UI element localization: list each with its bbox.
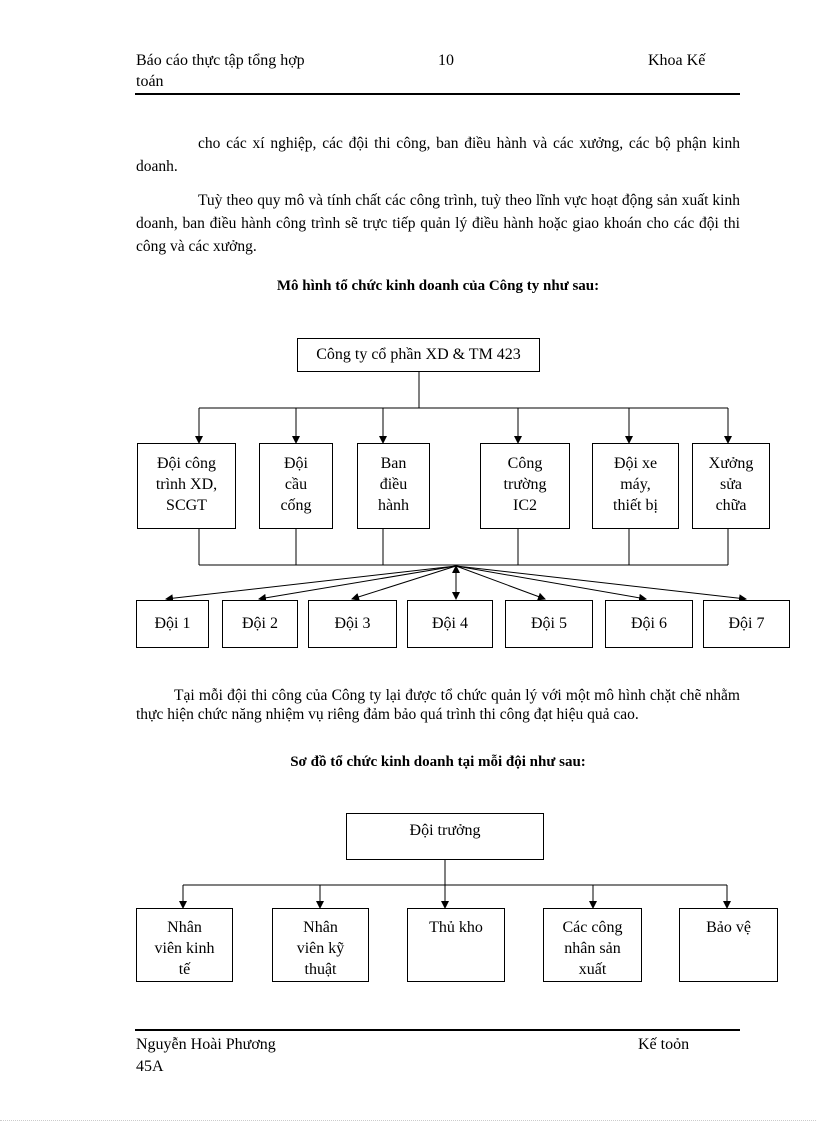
team-label: Đội 7	[728, 615, 765, 632]
team-label: Đội 2	[242, 615, 278, 632]
staff-label-line: Nhân	[167, 919, 202, 936]
paragraph-1: cho các xí nghiệp, các đội thi công, ban điều hành và các xưởng, các bộ phận kinh doanh.	[136, 135, 740, 175]
team-label: Đội 6	[631, 615, 667, 632]
team-box-1	[136, 600, 209, 648]
team-box-5	[505, 600, 593, 648]
unit-label-line: SCGT	[166, 497, 207, 514]
unit-box-construction-team	[137, 443, 236, 529]
team-box-7	[703, 600, 790, 648]
unit-box-machinery-team	[592, 443, 679, 529]
unit-label-line: trình XD,	[155, 476, 218, 493]
team-box-4	[407, 600, 493, 648]
unit-label-line: Đội công	[156, 455, 217, 472]
team-label: Đội 1	[154, 615, 191, 632]
team-box-6	[605, 600, 693, 648]
staff-label-line: nhân sản	[564, 940, 621, 957]
footer-class: 45A	[136, 1058, 164, 1075]
team-leader-label: Đội trưởng	[409, 822, 481, 839]
footer-right: Kế toỏn	[638, 1036, 690, 1053]
footer-rule	[135, 1029, 740, 1031]
team-label: Đội 3	[334, 615, 371, 632]
unit-label-line: IC2	[513, 497, 537, 514]
staff-label-line: Nhân	[303, 919, 338, 936]
unit-label-line: Ban	[380, 455, 407, 472]
unit-label-line: thiết bị	[613, 497, 658, 514]
unit-label-line: Xưởng	[708, 455, 754, 472]
team-label: Đội 5	[531, 615, 567, 632]
paragraph-2: Tuỳ theo quy mô và tính chất các công trình, tuỳ theo lĩnh vực hoạt động sản xuất kinh doanh, ban điều hành công trình sẽ trực tiếp quản lý điều hành hoặc giao khoán cho các đội thi công và các xưởng.	[136, 192, 740, 255]
header-right: Khoa Kế	[648, 52, 706, 69]
staff-box-security	[679, 908, 778, 982]
team-box-2	[222, 600, 298, 648]
unit-label-line: trường	[503, 476, 547, 493]
unit-box-site-ic2	[480, 443, 570, 529]
unit-box-bridge-team	[259, 443, 333, 529]
team-leader-box	[346, 813, 544, 860]
unit-label-line: Đội xe	[613, 455, 658, 472]
heading-team-chart: Sơ đồ tổ chức kinh doanh tại mỗi đội như sau:	[290, 754, 586, 770]
unit-label-line: sửa	[720, 476, 742, 493]
staff-label-line: viên kỹ	[296, 940, 345, 957]
company-box-label: Công ty cổ phần XD & TM 423	[316, 346, 521, 363]
staff-label-line: tế	[178, 961, 191, 978]
staff-label-line: xuất	[578, 961, 607, 978]
unit-label-line: cống	[280, 497, 312, 514]
unit-label-line: hành	[377, 497, 410, 514]
unit-label-line: Đội	[284, 455, 308, 472]
page-number: 10	[438, 52, 454, 69]
staff-label-line: Các công	[562, 919, 623, 936]
unit-box-management-board	[357, 443, 430, 529]
staff-box-economic	[136, 908, 233, 982]
heading-company-model: Mô hình tổ chức kinh doanh của Công ty như sau:	[276, 278, 600, 294]
staff-box-storekeeper	[407, 908, 505, 982]
company-box	[297, 338, 540, 372]
staff-label-line: Thủ kho	[429, 919, 483, 936]
page-bottom-edge	[0, 1120, 816, 1121]
team-label: Đội 4	[432, 615, 468, 632]
paragraph-3: Tại mỗi đội thi công của Công ty lại được tổ chức quản lý với một mô hình chặt chẽ nhằm thực hiện chức năng nhiệm vụ riêng đảm bảo quá trình thi công đạt hiệu quả cao.	[136, 687, 740, 723]
staff-box-workers	[543, 908, 642, 982]
header-left-line2: toán	[136, 73, 164, 90]
header-left-line1: Báo cáo thực tập tổng hợp	[136, 52, 305, 69]
staff-label-line: thuật	[304, 961, 337, 978]
unit-label-line: chữa	[715, 497, 747, 514]
unit-box-repair-workshop	[692, 443, 770, 529]
unit-label-line: máy,	[620, 476, 651, 493]
unit-label-line: điều	[379, 476, 408, 493]
unit-label-line: cầu	[284, 476, 308, 493]
staff-label-line: Bảo vệ	[706, 919, 751, 936]
staff-label-line: viên kinh	[154, 940, 215, 957]
team-box-3	[308, 600, 397, 648]
staff-box-technical	[272, 908, 369, 982]
unit-label-line: Công	[507, 455, 543, 472]
footer-author: Nguyễn Hoài Phương	[136, 1036, 276, 1053]
